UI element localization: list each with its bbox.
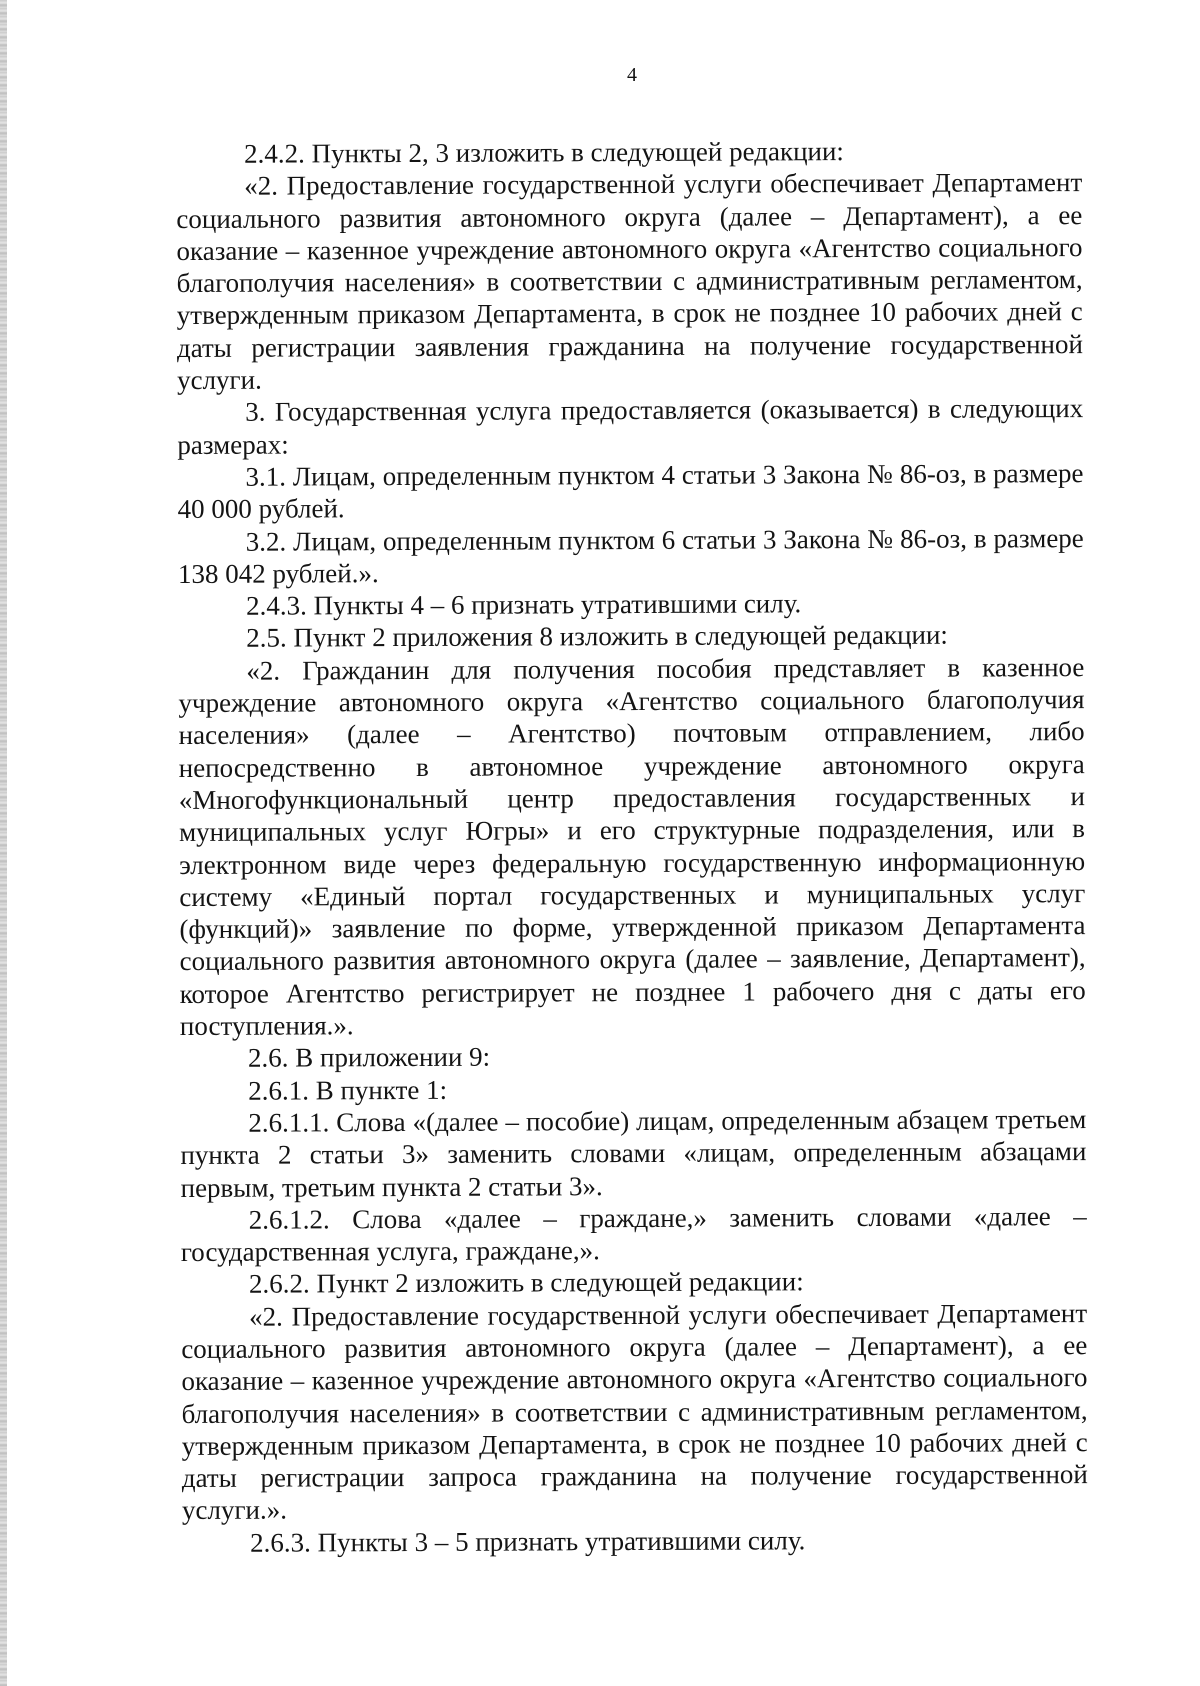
paragraph-2-6-3: 2.6.3. Пункты 3 – 5 признать утратившими силу. xyxy=(250,1525,806,1558)
paragraph-quote-appendix-8-item-2: «2. Гражданин для получения пособия представляет в казенное учреждение автономного округа «Агентство социального благополучия населения» (далее – Агентство) почтовым отправлением, либо непосредственно в автономное учреждение автономного округа «Многофункциональный центр предоставления государственных и муниципальных услуг Югры» и его структурные подразделения, или в электронном виде через федеральную государственную информационную систему «Единый портал государственных и муниципальных услуг (функций)» заявление по форме, утвержденной приказом Департамента социального развития автономного округа (далее – заявление, Департамент), которое Агентство регистрирует не позднее 1 рабочего дня с даты его поступления.». xyxy=(178,651,1086,1042)
paragraph-2-6-2: 2.6.2. Пункт 2 изложить в следующей редакции: xyxy=(248,1266,804,1300)
paragraph-item-3-1: 3.1. Лицам, определенным пунктом 4 статьи 3 Закона № 86-оз, в размере 40 000 рублей. xyxy=(177,458,1084,525)
paragraph-2-6: 2.6. В приложении 9: xyxy=(247,1041,491,1074)
page-number: 4 xyxy=(627,64,637,86)
paragraph-2-6-1-2: 2.6.1.2. Слова «далее – граждане,» заменить словами «далее – государственная услуга, граждане,». xyxy=(180,1200,1087,1268)
paragraph-item-3: 3. Государственная услуга предоставляется (оказывается) в следующих размерах: xyxy=(177,393,1084,460)
paragraph-2-5: 2.5. Пункт 2 приложения 8 изложить в следующей редакции: xyxy=(246,620,948,654)
paragraph-2-4-3: 2.4.3. Пункты 4 – 6 признать утратившими силу. xyxy=(245,588,802,621)
paragraph-2-4-2: 2.4.2. Пункты 2, 3 изложить в следующей редакции: xyxy=(244,136,844,169)
paragraph-2-6-1: 2.6.1. В пункте 1: xyxy=(248,1074,448,1106)
paragraph-quote-appendix-9-item-2: «2. Предоставление государственной услуги обеспечивает Департамент социального развития автономного округа (далее – Департамент), а ее оказание – казенное учреждение автономного округа «Агентство социального благополучия населения» в соответствии с административным регламентом, утвержденным приказом Департамента, в срок не позднее 10 рабочих дней с даты регистрации запроса гражданина на получение государственной услуги.». xyxy=(181,1297,1088,1526)
paragraph-quote-item-2: «2. Предоставление государственной услуги обеспечивает Департамент социального развития автономного округа (далее – Департамент), а ее оказание – казенное учреждение автономного округа «Агентство социального благополучия населения» в соответствии с административным регламентом, утвержденным приказом Департамента, в срок не позднее 10 рабочих дней с даты регистрации заявления гражданина на получение государственной услуги. xyxy=(176,167,1083,396)
paragraph-item-3-2: 3.2. Лицам, определенным пунктом 6 статьи 3 Закона № 86-оз, в размере 138 042 рублей.». xyxy=(177,522,1084,589)
document-body xyxy=(176,134,1088,1559)
paragraph-2-6-1-1: 2.6.1.1. Слова «(далее – пособие) лицам, определенным абзацем третьем пункта 2 статьи 3» заменить словами «лицам, определенным абзацами первым, третьим пункта 2 статьи 3». xyxy=(180,1103,1087,1203)
scan-edge-artifact xyxy=(0,0,7,1686)
